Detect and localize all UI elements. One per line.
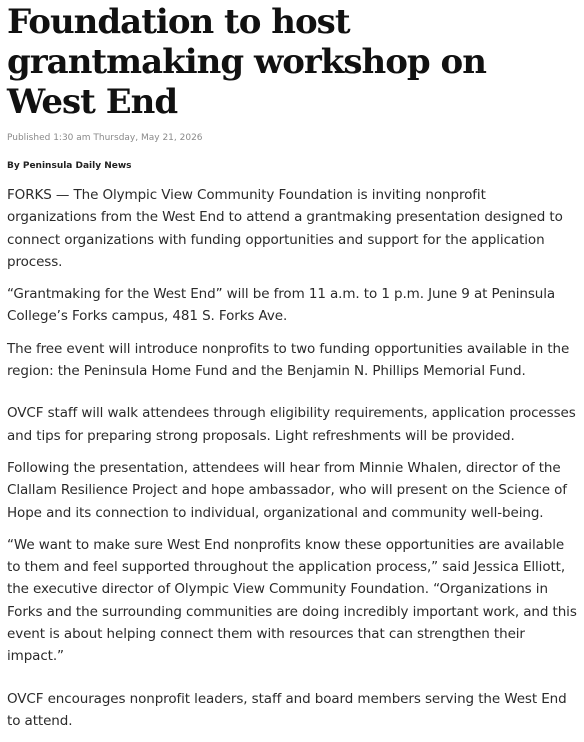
paragraph: “Grantmaking for the West End” will be from 11 a.m. to 1 p.m. June 9 at Peninsula College’s Forks campus, 481 S. Forks Ave.: [7, 286, 556, 325]
article-headline: Foundation to host grantmaking workshop on West End: [7, 2, 486, 122]
paragraph: “We want to make sure West End nonprofits know these opportunities are available to them and feel supported throughout the application process,” said Jessica Elliott, the executive director of Olympic View Community Foundation. “Organizations in Forks and the surrounding communities are doing incredibly important work, and this event is about helping connect them with resources that can strengthen their impact.”: [7, 536, 577, 665]
article: [7, 0, 579, 742]
paragraph: Following the presentation, attendees will hear from Minnie Whalen, director of the Clallam Resilience Project and hope ambassador, who will present on the Science of Hope and its connection to individual, organizational and community well-being.: [7, 459, 567, 521]
paragraph: OVCF staff will walk attendees through eligibility requirements, application processes and tips for preparing strong proposals. Light refreshments will be provided.: [7, 405, 576, 444]
byline: By Peninsula Daily News: [7, 161, 132, 171]
article-body: [7, 184, 579, 732]
paragraph: OVCF encourages nonprofit leaders, staff and board members serving the West End to attend.: [7, 690, 567, 729]
published-date: Published 1:30 am Thursday, May 21, 2026: [7, 133, 203, 143]
paragraph: The free event will introduce nonprofits to two funding opportunities available in the region: the Peninsula Home Fund and the Benjamin N. Phillips Memorial Fund.: [7, 340, 570, 380]
paragraph: FORKS — The Olympic View Community Foundation is inviting nonprofit organizations from the West End to attend a grantmaking presentation designed to connect organizations with funding opportunities and support for the application process.: [7, 187, 563, 270]
